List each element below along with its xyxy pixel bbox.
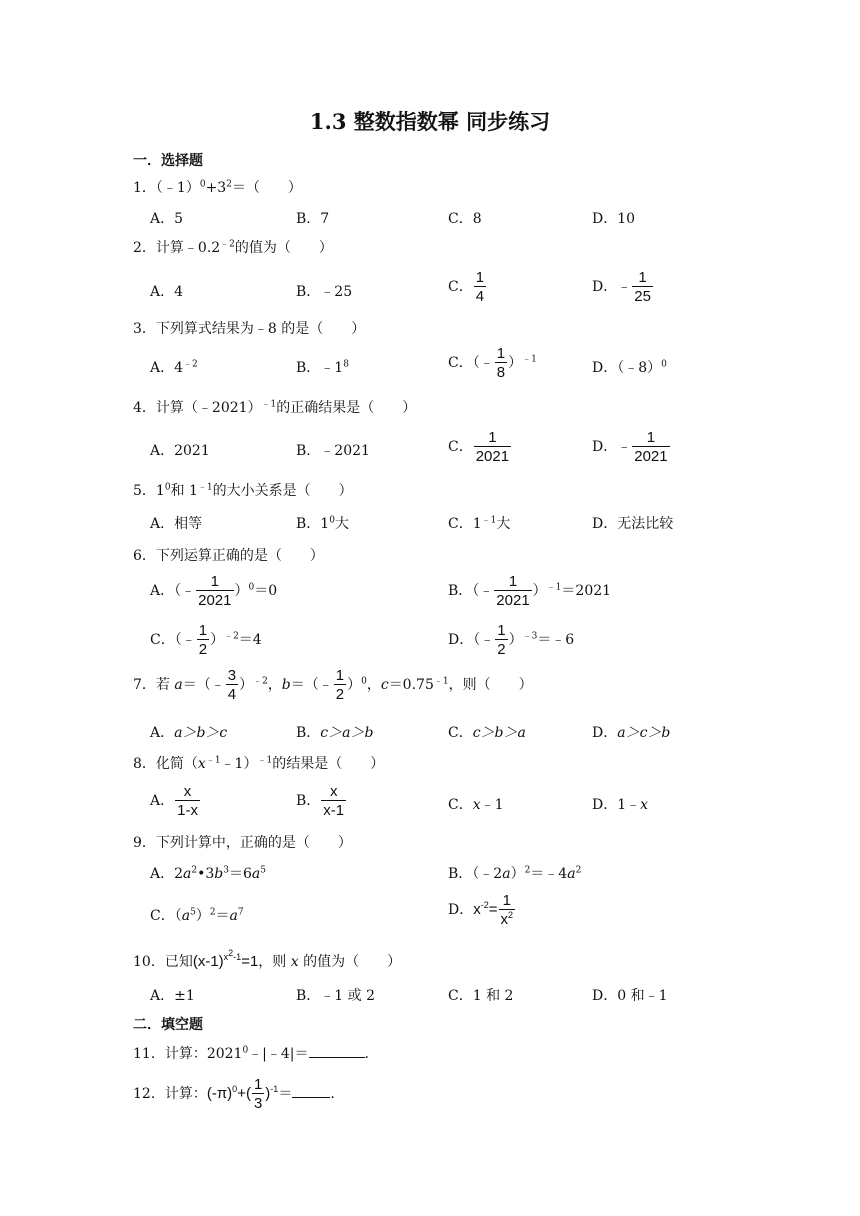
question-12-expression: $(-\pi)^0+$( $\frac{1}{3}$ )$^{-1}$ bbox=[206, 1076, 279, 1112]
page-title: 1.3 整数指数幂 同步练习 bbox=[309, 109, 551, 134]
question-3-stem: 3．下列算式结果为﹣8 的是（ ） bbox=[133, 321, 366, 337]
question-4-option-a: A．2021 bbox=[150, 443, 210, 459]
question-6-stem: 6．下列运算正确的是（ ） bbox=[133, 548, 324, 564]
question-6-option-d: D．（﹣ $\frac{1}{2}$ ）$^{﹣3}$＝﹣6 bbox=[448, 622, 575, 658]
question-1-stem: 1．$(﹣1)^0+3^2=$（ ） bbox=[133, 179, 302, 196]
answer-blank-12[interactable] bbox=[292, 1085, 330, 1098]
question-2-option-d: D．﹣ $\frac{1}{25}$ bbox=[592, 269, 651, 305]
section-heading-fill: 二．填空题 bbox=[133, 1017, 203, 1033]
question-10-option-d: D．0 和﹣1 bbox=[592, 988, 668, 1004]
question-10-option-b: B．﹣1 或 2 bbox=[296, 988, 376, 1004]
question-9-stem: 9．下列计算中，正确的是（ ） bbox=[133, 835, 352, 851]
question-4-option-c: C． $\frac{1}{2021}$ bbox=[448, 429, 510, 465]
question-1-option-d: D．10 bbox=[592, 211, 636, 227]
question-5-option-b: B．$1^0$大 bbox=[296, 515, 349, 532]
question-9-option-a: A．$2a^2•3b^3=6a^5$ bbox=[150, 865, 267, 882]
question-1-option-c: C．8 bbox=[448, 211, 482, 227]
question-2-option-a: A．4 bbox=[150, 284, 184, 300]
question-8-option-d: D．1﹣x bbox=[592, 797, 649, 813]
question-8-stem: 8．化简$(x^{﹣1}﹣1)^{﹣1}$的结果是（ ） bbox=[133, 755, 385, 772]
question-7-option-b: B．c＞a＞b bbox=[296, 725, 374, 741]
question-6-option-c: C．（﹣ $\frac{1}{2}$ ）$^{﹣2}$＝4 bbox=[150, 622, 262, 658]
question-3-option-a: A．$4^{﹣2}$ bbox=[150, 359, 198, 376]
question-3-option-b: B．$﹣1^8$ bbox=[296, 359, 349, 376]
question-9-option-c: C．$(a^5)^2=a^7$ bbox=[150, 907, 244, 924]
question-4-option-d: D．﹣ $\frac{1}{2021}$ bbox=[592, 429, 668, 465]
question-9-option-b: B．$(﹣2a)^2=﹣4a^2$ bbox=[448, 865, 582, 882]
question-11-stem: 11．计算：$2021^0﹣|﹣4|=$ . bbox=[133, 1045, 369, 1062]
question-10-option-a: A．±1 bbox=[150, 988, 195, 1004]
question-3-option-d: D．（﹣8）$^0$ bbox=[592, 359, 667, 376]
question-5-option-a: A．相等 bbox=[150, 516, 203, 532]
question-10-equation: $(x-1)^{x^2-1}=1$ bbox=[192, 948, 259, 970]
question-5-option-d: D．无法比较 bbox=[592, 516, 674, 532]
question-3-option-c: C．（﹣ $\frac{1}{8}$ ）$^{﹣1}$ bbox=[448, 345, 537, 381]
question-8-option-c: C．x﹣1 bbox=[448, 797, 504, 813]
question-7-option-a: A．a＞b＞c bbox=[150, 725, 228, 741]
question-2-option-b: B．﹣25 bbox=[296, 284, 353, 300]
question-1-option-b: B．7 bbox=[296, 211, 330, 227]
question-8-option-b: B． $\frac{x}{x-1}$ bbox=[296, 783, 345, 819]
question-7-option-c: C．c＞b＞a bbox=[448, 725, 526, 741]
question-2-stem: 2．计算$﹣0.2^{﹣2}$的值为（ ） bbox=[133, 239, 333, 256]
question-5-option-c: C．$1^{﹣1}$大 bbox=[448, 515, 511, 532]
question-4-option-b: B．﹣2021 bbox=[296, 443, 370, 459]
question-10-stem: 10．已知$(x-1)^{x^2-1}=1$，则 x 的值为（ ） bbox=[133, 948, 402, 970]
question-8-option-a: A． $\frac{x}{1-x}$ bbox=[150, 783, 198, 819]
question-7-option-d: D．a＞c＞b bbox=[592, 725, 671, 741]
question-12-stem: 12．计算：$(-\pi)^0+$( $\frac{1}{3}$ )$^{-1}$＝ . bbox=[133, 1076, 335, 1112]
question-5-stem: 5．$1^0$和 $1^{﹣1}$的大小关系是（ ） bbox=[133, 482, 353, 499]
question-10-option-c: C．1 和 2 bbox=[448, 988, 514, 1004]
question-1-option-a: A．5 bbox=[150, 211, 184, 227]
question-6-option-b: B．（﹣ $\frac{1}{2021}$ ）$^{﹣1}$＝2021 bbox=[448, 573, 612, 609]
question-6-option-a: A．（﹣ $\frac{1}{2021}$ ）$^0$＝0 bbox=[150, 573, 278, 609]
question-7-stem: 7．若 a＝（﹣ $\frac{3}{4}$ ）$^{﹣2}$，b＝（﹣ $\frac{1}{2}$ ）$^0$，$c=0.75^{﹣1}$，则（ ） bbox=[133, 667, 533, 703]
question-9-option-d: D．$x^{-2}=$ $\frac{1}{x^2}$ bbox=[448, 892, 514, 928]
answer-blank-11[interactable] bbox=[309, 1045, 365, 1058]
question-4-stem: 4．计算（﹣2021）$^{﹣1}$的正确结果是（ ） bbox=[133, 399, 417, 416]
question-2-option-c: C． $\frac{1}{4}$ bbox=[448, 269, 485, 305]
section-heading-choice: 一．选择题 bbox=[133, 153, 203, 169]
